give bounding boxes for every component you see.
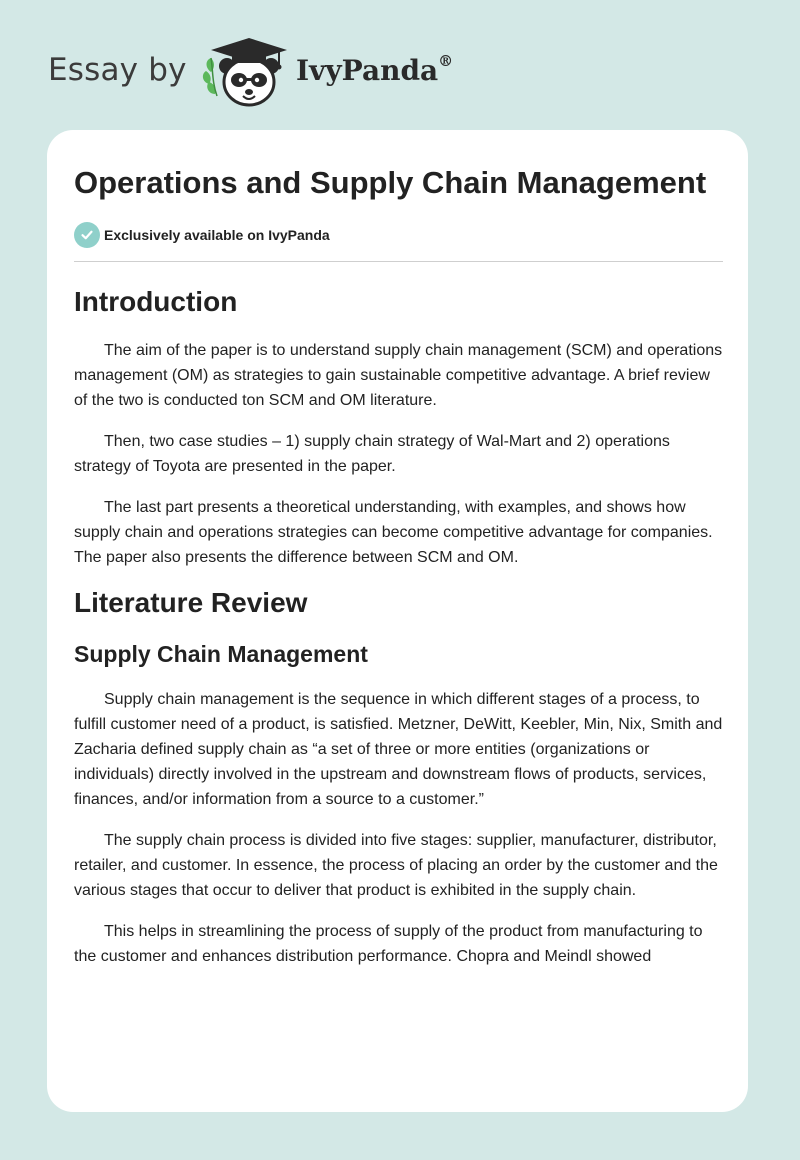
page-title: Operations and Supply Chain Management [74,165,707,200]
essay-card [47,130,748,1112]
exclusive-badge [74,221,723,249]
registered-mark: ® [438,51,454,70]
subsection-heading-supply-chain-management: Supply Chain Management [74,641,368,667]
brand-header [48,36,468,108]
divider [74,261,723,262]
exclusive-label: Exclusively available on IvyPanda [104,227,330,243]
section-heading-introduction: Introduction [74,286,238,317]
section-heading-literature-review: Literature Review [74,587,308,618]
paragraph: Supply chain management is the sequence in which different stages of a process, to fulfill customer need of a product, is satisfied. Metzner, DeWitt, Keebler, Min, Nix, Smith and Zacharia defined supply chain as “a set of three or more entities (organizations or individuals) directly involved in the upstream and downstream flows of products, services, finances, and/or information from a source to a customer.” [74,691,723,808]
essay-content [74,162,723,969]
paragraph: The last part presents a theoretical understanding, with examples, and shows how supply chain and operations strategies can become competitive advantage for companies. The paper also presents the difference between SCM and OM. [74,499,713,566]
brand-prefix: Essay by [48,52,187,88]
panda-graduation-cap-icon [201,36,293,108]
paragraph: Then, two case studies – 1) supply chain strategy of Wal-Mart and 2) operations strategy of Toyota are presented in the paper. [74,433,670,475]
paragraph: The supply chain process is divided into five stages: supplier, manufacturer, distributor, retailer, and customer. In essence, the process of placing an order by the customer and the various stages that occur to deliver that product is exhibited in the supply chain. [74,832,718,899]
paragraph: The aim of the paper is to understand supply chain management (SCM) and operations management (OM) as strategies to gain sustainable competitive advantage. A brief review of the two is conducted ton SCM and OM literature. [74,342,723,409]
check-circle-icon [74,222,100,248]
paragraph: This helps in streamlining the process of supply of the product from manufacturing to the customer and enhances distribution performance. Chopra and Meindl showed [74,923,703,965]
brand-name: IvyPanda® [296,51,454,87]
